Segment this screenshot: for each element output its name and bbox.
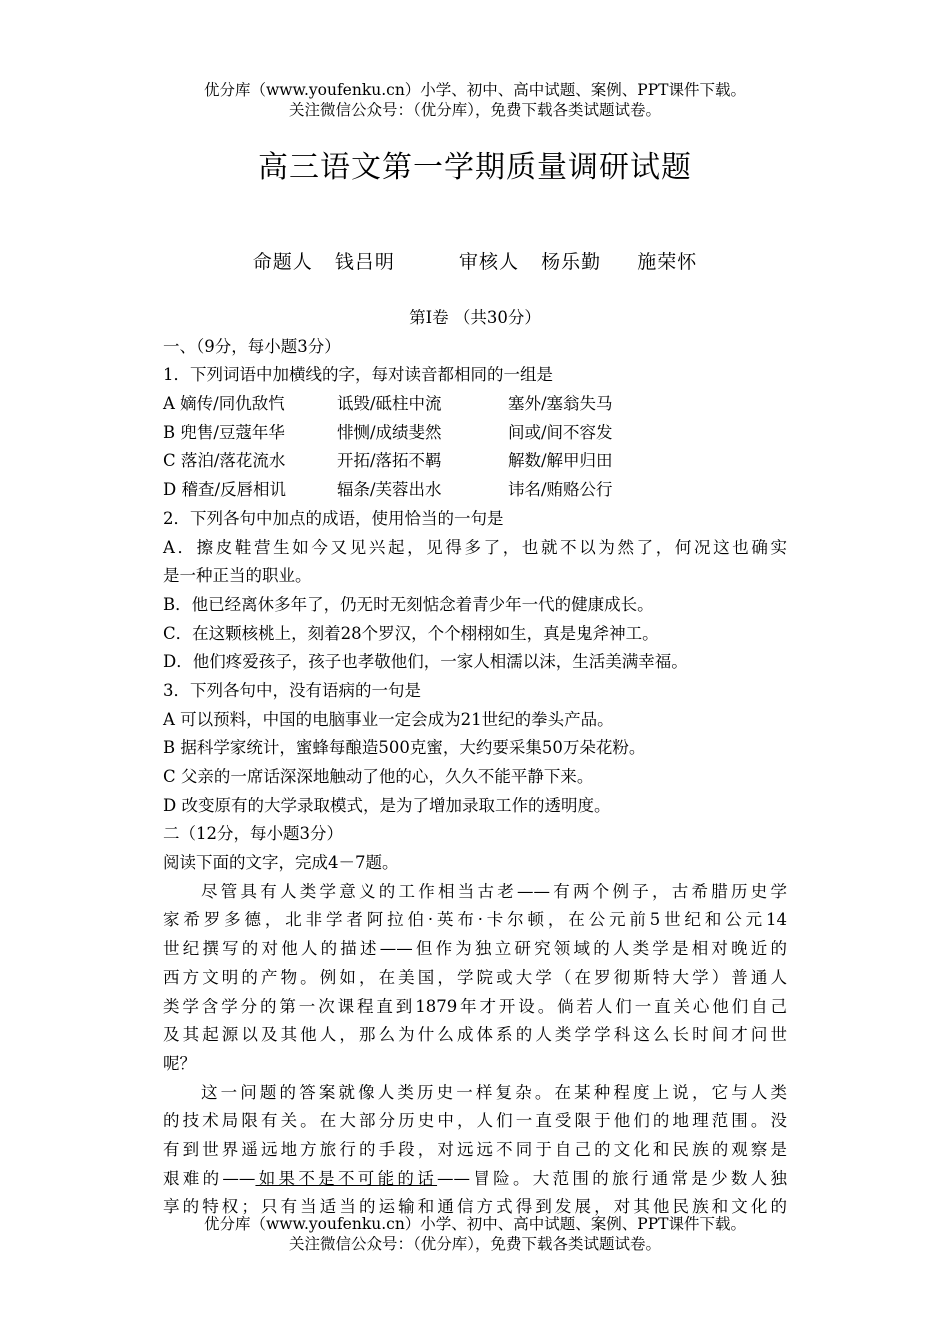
paragraph-fragment: ——冒险。大范围的旅行通常是少数人独 [437,1168,788,1188]
paragraph-line: 尽管具有人类学意义的工作相当古老——有两个例子，古希腊历史学 [201,881,787,901]
author-label: 命题人 [252,251,313,273]
paragraph-line [163,1165,787,1194]
paragraph-line: 及其起源以及其他人，那么为什么成体系的人类学学科这么长时间才问世 [163,1025,787,1045]
page-footer [0,1214,950,1254]
section-title: 第Ⅰ卷 （共30分） [409,308,541,327]
page-header [0,80,950,120]
page-title: 高三语文第一学期质量调研试题 [258,150,692,185]
q1-option-row [163,447,787,476]
paragraph-line: 呢？ [163,1053,196,1073]
q1-option-cell: D 稽查/反唇相讥 [163,480,287,500]
footer-line-1: 优分库（www.youfenku.cn）小学、初中、高中试题、案例、PPT课件下载。 [203,1215,747,1233]
q2-option-a: A．擦皮鞋营生如今又见兴起，见得多了，也就不以为然了，何况这也确实 [163,537,787,557]
q3-stem: 3．下列各句中，没有语病的一句是 [163,680,421,700]
q1-option-cell: 解数/解甲归田 [508,451,613,471]
reading-instruction: 阅读下面的文字，完成4－7题。 [163,853,399,873]
q1-option-cell: B 兜售/豆蔻年华 [163,422,285,442]
part2-heading: 二（12分，每小题3分） [163,824,343,844]
part1-heading: 一、（9分，每小题3分） [163,336,341,356]
q1-stem: 1．下列词语中加横线的字，每对读音都相同的一组是 [163,365,553,385]
q2-option-d: D．他们疼爱孩子，孩子也孝敬他们，一家人相濡以沫，生活美满幸福。 [163,652,688,672]
header-line-1: 优分库（www.youfenku.cn）小学、初中、高中试题、案例、PPT课件下载。 [203,81,747,99]
header-line-2: 关注微信公众号：（优分库），免费下载各类试题试卷。 [288,101,661,119]
paragraph-line: 类学含学分的第一次课程直到1879年才开设。倘若人们一直关心他们自己 [163,996,787,1016]
q2-option-c: C．在这颗核桃上，刻着28个罗汉，个个栩栩如生，真是鬼斧神工。 [163,623,659,643]
q3-option-c: C 父亲的一席话深深地触动了他的心，久久不能平静下来。 [163,767,594,786]
reviewer-name-2: 施荣怀 [637,251,698,273]
q1-option-cell: C 落泊/落花流水 [163,451,286,471]
paragraph-line: 西方文明的产物。例如，在美国，学院或大学（在罗彻斯特大学）普通人 [163,967,787,987]
q1-option-cell: 诋毁/砥柱中流 [337,394,442,414]
paragraph-fragment: 艰难的—— [163,1168,256,1188]
q3-option-b: B 据科学家统计，蜜蜂每酿造500克蜜，大约要采集50万朵花粉。 [163,738,646,758]
q1-option-cell: 悱恻/成绩斐然 [337,422,442,442]
q1-option-cell: 开拓/落拓不羁 [337,451,442,471]
authors-line [0,247,950,274]
reviewer-name-1: 杨乐勤 [541,251,602,273]
q1-option-row [163,476,787,505]
document-body [163,304,787,1222]
q3-option-a: A 可以预料，中国的电脑事业一定会成为21世纪的拳头产品。 [163,709,614,729]
q1-option-row [163,419,787,448]
paragraph-line: 家希罗多德，北非学者阿拉伯·英布·卡尔顿，在公元前5世纪和公元14 [163,910,787,930]
q3-option-d: D 改变原有的大学录取模式，是为了增加录取工作的透明度。 [163,795,611,815]
q1-option-cell: 间或/间不容发 [508,422,613,442]
footer-line-2: 关注微信公众号：（优分库），免费下载各类试题试卷。 [288,1235,661,1253]
q1-option-cell: A 嫡传/同仇敌忾 [163,394,285,414]
underlined-phrase: 如果不是不可能的话 [255,1168,438,1188]
q1-option-cell: 辐条/芙蓉出水 [337,480,442,500]
q1-option-cell: 讳名/贿赂公行 [508,480,613,500]
reviewer-label: 审核人 [458,251,519,273]
q1-option-row [163,390,787,419]
q2-stem: 2．下列各句中加点的成语，使用恰当的一句是 [163,508,504,528]
paragraph-line: 有到世界遥远地方旅行的手段，对远远不同于自己的文化和民族的观察是 [163,1139,787,1159]
q1-option-cell: 塞外/塞翁失马 [508,394,613,414]
q2-option-b: B．他已经离休多年了，仍无时无刻惦念着青少年一代的健康成长。 [163,594,654,614]
author-name: 钱吕明 [334,251,395,273]
paragraph-line: 的技术局限有关。在大部分历史中，人们一直受限于他们的地理范围。没 [163,1111,787,1131]
paragraph-line: 这一问题的答案就像人类历史一样复杂。在某种程度上说，它与人类 [201,1082,787,1102]
q2-option-a-cont: 是一种正当的职业。 [163,566,312,586]
paragraph-line: 世纪撰写的对他人的描述——但作为独立研究领域的人类学是相对晚近的 [163,939,787,959]
paragraph-line: 享的特权；只有当适当的运输和通信方式得到发展，对其他民族和文化的 [163,1197,787,1217]
